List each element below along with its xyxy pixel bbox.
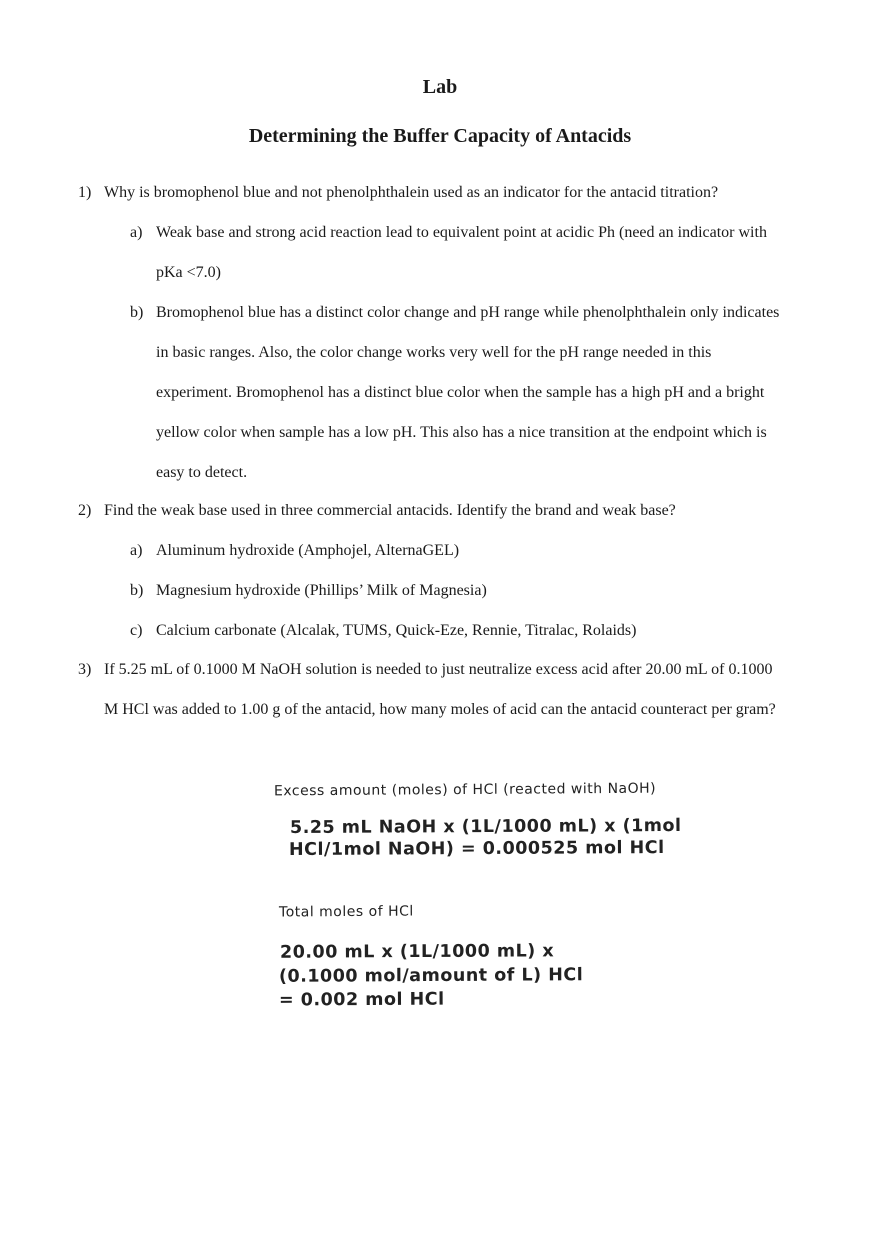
answer-2a	[130, 531, 790, 571]
answer-label: b)	[130, 582, 144, 599]
handwritten-calc-excess-line2: HCl/1mol NaOH) = 0.000525 mol HCl	[288, 838, 665, 860]
answer-label: a)	[130, 542, 143, 559]
answer-text: Calcium carbonate (Alcalak, TUMS, Quick-Eze, Rennie, Titralac, Rolaids)	[156, 622, 637, 639]
question-1	[78, 173, 798, 213]
question-text: If 5.25 mL of 0.1000 M NaOH solution is needed to just neutralize excess acid after 20.00 mL of 0.1000 M HCl was added to 1.00 g of the antacid, how many moles of acid can the antacid counteract per gram?	[104, 661, 776, 718]
answer-1b	[130, 293, 790, 493]
answer-text: Aluminum hydroxide (Amphojel, AlternaGEL)	[156, 542, 460, 559]
document-subtitle: Determining the Buffer Capacity of Antacids	[248, 125, 632, 147]
answer-2c	[130, 611, 790, 651]
question-text: Why is bromophenol blue and not phenolphthalein used as an indicator for the antacid titration?	[104, 184, 719, 201]
handwritten-heading-excess: Excess amount (moles) of HCl (reacted with NaOH)	[273, 780, 657, 800]
question-number: 1)	[78, 184, 92, 201]
handwritten-calc-excess-line1: 5.25 mL NaOH x (1L/1000 mL) x (1mol	[289, 815, 682, 839]
question-3	[78, 650, 798, 730]
document-title: Lab	[422, 76, 458, 98]
answer-text: Magnesium hydroxide (Phillips’ Milk of Magnesia)	[156, 582, 487, 599]
handwritten-calc-total-line1: 20.00 mL x (1L/1000 mL) x	[279, 941, 555, 963]
question-text: Find the weak base used in three commercial antacids. Identify the brand and weak base?	[104, 502, 676, 519]
answer-text: Weak base and strong acid reaction lead to equivalent point at acidic Ph (need an indicator with pKa <7.0)	[156, 224, 767, 281]
question-number: 3)	[78, 661, 92, 678]
handwritten-heading-total: Total moles of HCl	[278, 903, 414, 921]
answer-text: Bromophenol blue has a distinct color change and pH range while phenolphthalein only indicates in basic ranges. Also, the color change works very well for the pH range needed in this experiment. Bromophenol has a distinct blue color when the sample has a high pH and a bright yellow color when sample has a low pH. This also has a nice transition at the endpoint which is easy to detect.	[156, 304, 780, 481]
answer-2b	[130, 571, 790, 611]
answer-label: c)	[130, 622, 143, 639]
answer-1a	[130, 213, 790, 293]
handwritten-calc-total-line2: (0.1000 mol/amount of L) HCl	[278, 965, 584, 987]
answer-label: b)	[130, 304, 144, 321]
question-number: 2)	[78, 502, 92, 519]
question-2	[78, 491, 798, 531]
handwritten-calc-total-line3: = 0.002 mol HCl	[278, 989, 445, 1011]
answer-label: a)	[130, 224, 143, 241]
